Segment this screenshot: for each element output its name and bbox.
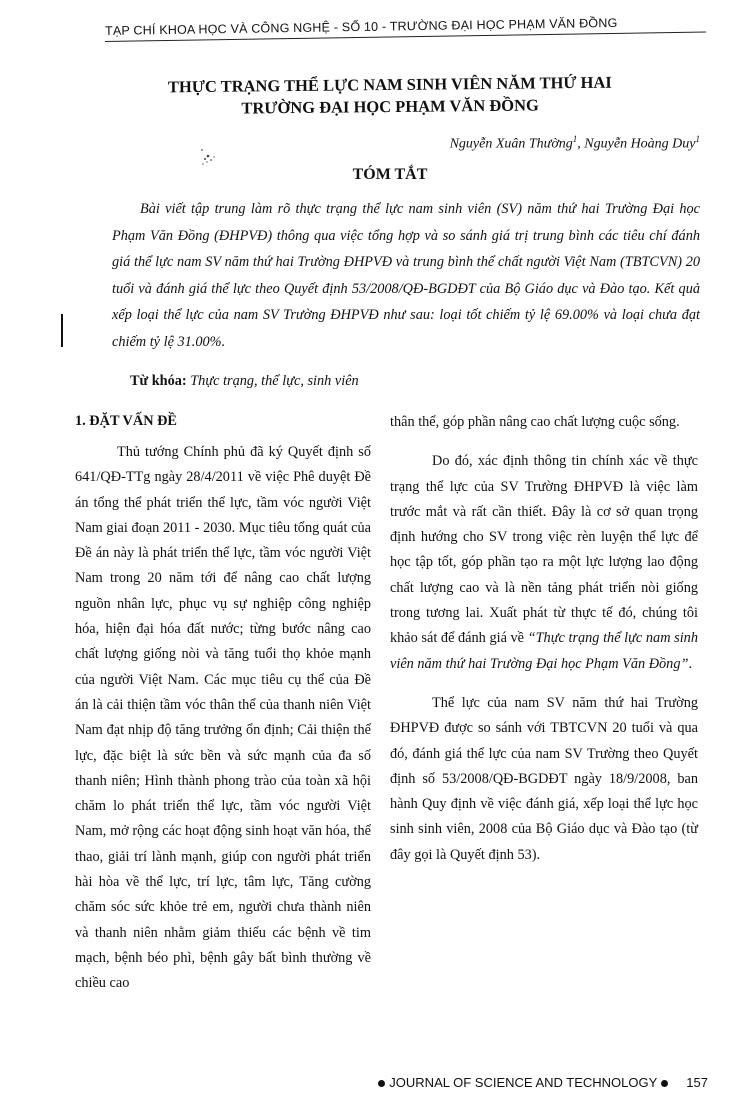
scan-speckle-icon (193, 146, 223, 170)
left-column (75, 410, 371, 997)
section-paragraph-1-continued: thân thể, góp phần nâng cao chất lượng cuộc sống. (390, 414, 680, 430)
paragraph-2-quoted-title: “Thực trạng thể lực nam sinh viên năm thứ hai Trường Đại học Phạm Văn Đồng” (390, 630, 698, 672)
article-title (110, 71, 670, 121)
keywords (130, 373, 690, 390)
author-2-affiliation: 1 (695, 134, 700, 144)
title-line-1: THỰC TRẠNG THỂ LỰC NAM SINH VIÊN NĂM THỨ HAI (167, 72, 612, 97)
keywords-text: Thực trạng, thể lực, sinh viên (186, 373, 359, 389)
running-header: TẠP CHÍ KHOA HỌC VÀ CÔNG NGHỆ - SỐ 10 - TRƯỜNG ĐẠI HỌC PHẠM VĂN ĐỒNG (105, 15, 618, 38)
paragraph-2-end: . (688, 655, 693, 672)
author-line (300, 134, 700, 153)
author-1-affiliation: 1 (572, 134, 578, 144)
page-footer (288, 1075, 708, 1090)
margin-mark (61, 314, 63, 347)
bullet-icon (378, 1080, 385, 1087)
abstract-text: Bài viết tập trung làm rõ thực trạng thể lực nam sinh viên (SV) năm thứ hai Trường Đại học Phạm Văn Đồng (ĐHPVĐ) thông qua việc tổng hợp và so sánh giá trị trung bình các tiêu chí đánh giá thể lực nam SV năm thứ hai Trường ĐHPVĐ và trung bình thể chất người Việt Nam (TBTCVN) 20 tuổi và đánh giá thể lực theo Quyết định 53/2008/QĐ-BGDĐT của Bộ Giáo dục và Đào tạo. Kết quả xếp loại thể lực của nam SV Trường ĐHPVĐ như sau: loại tốt chiếm tỷ lệ 69.00% và loại chưa đạt chiếm tỷ lệ 31.00%. (112, 201, 700, 350)
abstract-heading: TÓM TẮT (352, 166, 428, 183)
section-paragraph-1: Thủ tướng Chính phủ đã ký Quyết định số 641/QĐ-TTg ngày 28/4/2011 về việc Phê duyệt Đề án tổng thể phát triển thể lực, tầm vóc người Việt Nam giai đoạn 2011 - 2030. Mục tiêu tổng quát của Đề án này là phát triển thể lực, tầm vóc người Việt Nam trong 20 năm tới để nâng cao chất lượng nguồn nhân lực, phục vụ sự nghiệp công nghiệp hóa, hiện đại hóa đất nước; từng bước nâng cao chất lượng giống nòi và tăng tuổi thọ khỏe mạnh của người Việt Nam. Các mục tiêu cụ thể của Đề án là cải thiện tầm vóc thân thể của thanh niên Việt Nam đạt nhịp độ tăng trưởng ổn định; Cải thiện thể lực, đặc biệt là sức bền và sức mạnh của đa số thanh niên; Hình thành phong trào của toàn xã hội chăm lo phát triển thể lực, tầm vóc người Việt Nam, mở rộng các hoạt động sinh hoạt văn hóa, thể thao, giải trí lành mạnh, giúp con người phát triển hài hòa về thể lực, trí lực, tâm lực, Tăng cường chăm sóc sức khỏe trẻ em, người chưa thành niên và thanh niên nhằm giảm thiểu các bệnh về tim mạch, bệnh béo phì, bệnh gây bất bình thường về chiều cao (75, 444, 371, 992)
section-heading: 1. ĐẶT VẤN ĐỀ (75, 413, 177, 429)
author-separator: , (577, 136, 585, 152)
page-number: 157 (686, 1075, 708, 1090)
right-column (390, 410, 698, 868)
journal-name: JOURNAL OF SCIENCE AND TECHNOLOGY (389, 1075, 658, 1090)
paragraph-2-text: Do đó, xác định thông tin chính xác về thực trạng thể lực của SV Trường ĐHPVĐ là việc làm trước mắt và rất cần thiết. Đây là cơ sở quan trọng định hướng cho SV trong việc rèn luyện thể lực để học tập tốt, góp phần tạo ra một lực lượng lao động chất lượng cao và là nền tảng phát triển nòi giống trong tương lai. Xuất phát từ thực tế đó, chúng tôi khảo sát để đánh giá về (390, 453, 698, 647)
section-paragraph-3: Thể lực của nam SV năm thứ hai Trường ĐHPVĐ được so sánh với TBTCVN 20 tuổi và qua đó, đánh giá thể lực của nam SV Trường theo Quyết định số 53/2008/QĐ-BGDĐT ngày 18/9/2008, ban hành Quy định về việc đánh giá, xếp loại thể lực học sinh sinh viên, 2008 của Bộ Giáo dục và Đào tạo (từ đây gọi là Quyết định 53). (390, 694, 698, 863)
section-paragraph-2 (390, 449, 698, 677)
keywords-label: Từ khóa: (130, 373, 187, 389)
author-2: Nguyễn Hoàng Duy (584, 136, 696, 152)
title-line-2: TRƯỜNG ĐẠI HỌC PHẠM VĂN ĐỒNG (241, 95, 539, 118)
bullet-icon (661, 1080, 668, 1087)
author-1: Nguyễn Xuân Thường (449, 136, 573, 152)
